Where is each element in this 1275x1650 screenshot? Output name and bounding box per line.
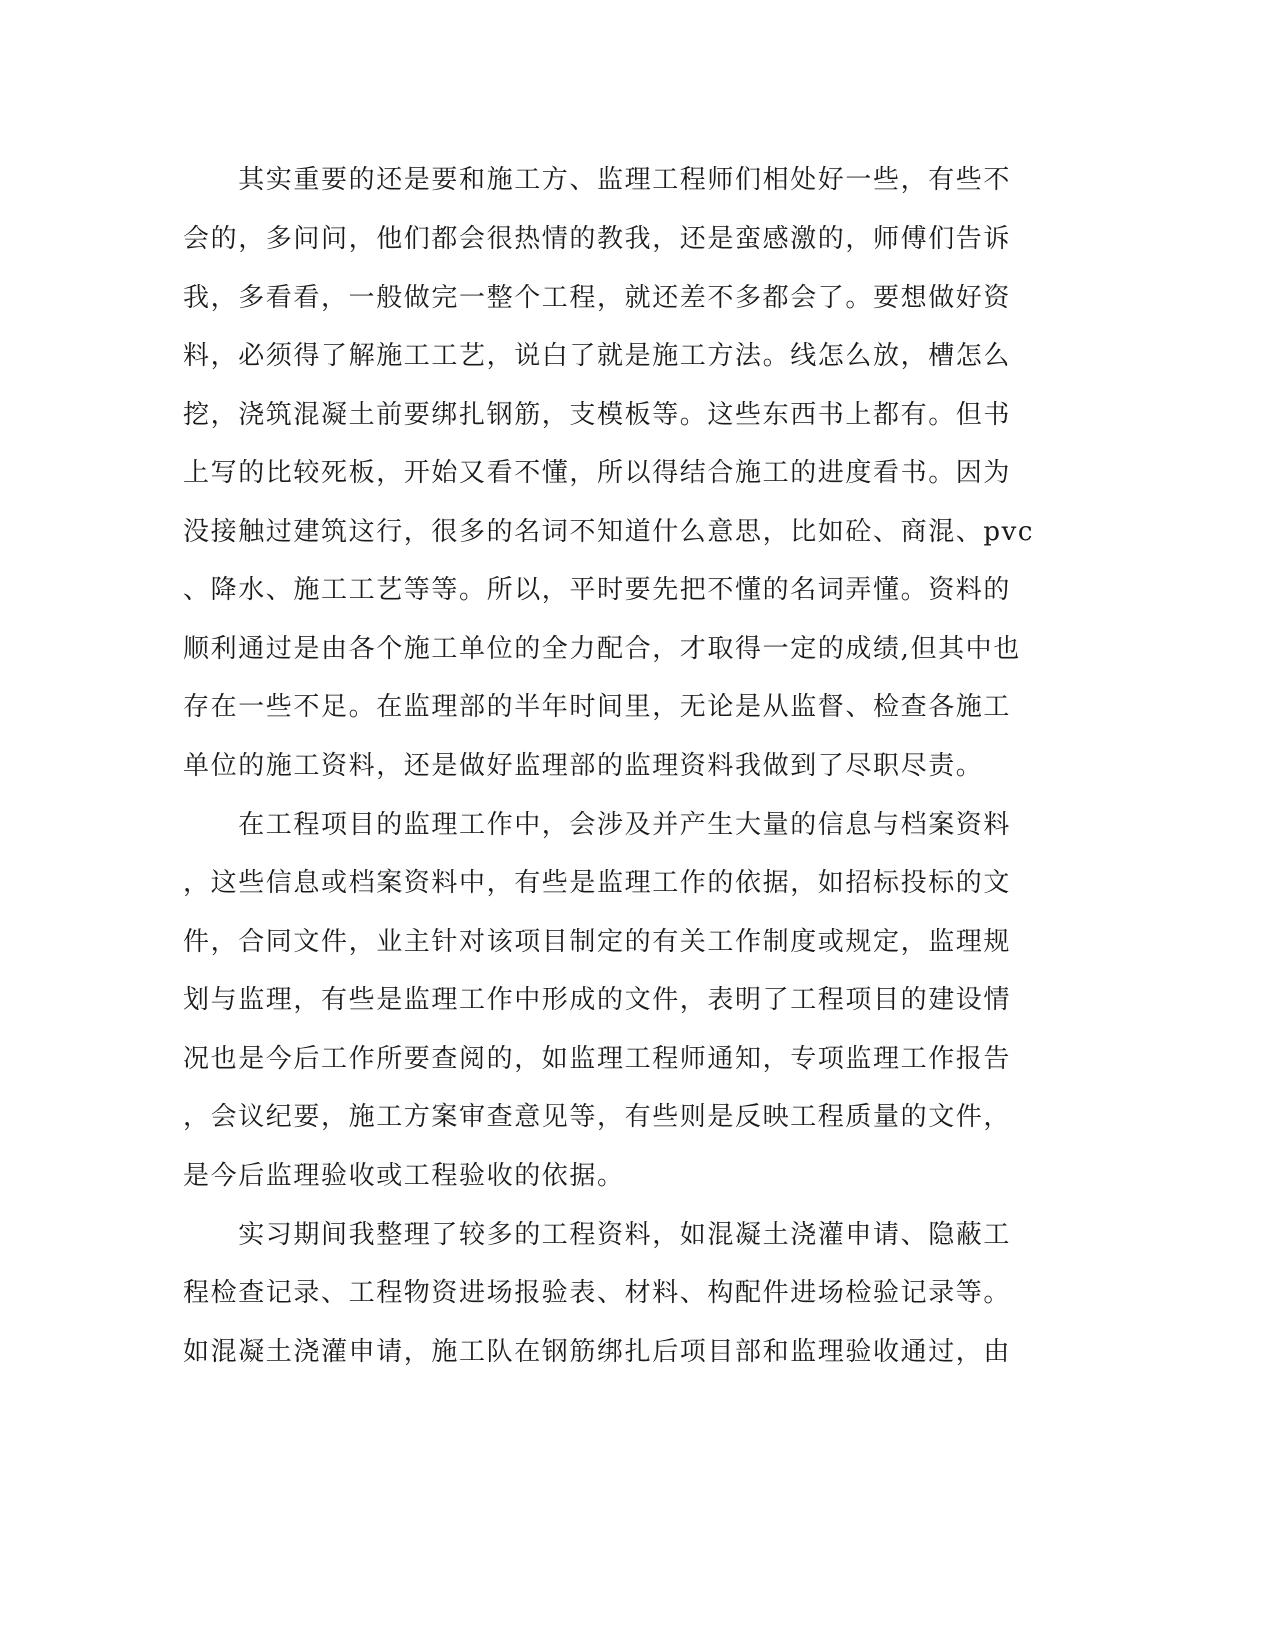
- text-line: 况也是今后工作所要查阅的，如监理工程师通知，专项监理工作报告: [183, 1044, 1012, 1074]
- text-line: 划与监理，有些是监理工作中形成的文件，表明了工程项目的建设情: [183, 985, 1012, 1015]
- text-line: 程检查记录、工程物资进场报验表、材料、构配件进场检验记录等。: [183, 1278, 1012, 1308]
- text-line: 挖，浇筑混凝土前要绑扎钢筋，支模板等。这些东西书上都有。但书: [183, 400, 1012, 430]
- text-line: ，会议纪要，施工方案审查意见等，有些则是反映工程质量的文件，: [183, 1102, 1012, 1132]
- text-line: 我，多看看，一般做完一整个工程，就还差不多都会了。要想做好资: [183, 283, 1012, 313]
- text-line: 件，合同文件，业主针对该项目制定的有关工作制度或规定，监理规: [183, 927, 1012, 957]
- text-line: 存在一些不足。在监理部的半年时间里，无论是从监督、检查各施工: [183, 692, 1012, 722]
- text-line: 如混凝土浇灌申请，施工队在钢筋绑扎后项目部和监理验收通过，由: [183, 1337, 1012, 1367]
- text-line: 在工程项目的监理工作中，会涉及并产生大量的信息与档案资料: [183, 810, 1012, 840]
- text-line: 没接触过建筑这行，很多的名词不知道什么意思，比如砼、商混、pvc: [183, 517, 1035, 547]
- text-line: 是今后监理验收或工程验收的依据。: [183, 1161, 625, 1191]
- text-line: 上写的比较死板，开始又看不懂，所以得结合施工的进度看书。因为: [183, 458, 1012, 488]
- text-line: 实习期间我整理了较多的工程资料，如混凝土浇灌申请、隐蔽工: [183, 1220, 1012, 1250]
- text-line: 会的，多问问，他们都会很热情的教我，还是蛮感激的，师傅们告诉: [183, 224, 1012, 254]
- text-line: 、降水、施工工艺等等。所以，平时要先把不懂的名词弄懂。资料的: [183, 575, 1012, 605]
- text-line: 其实重要的还是要和施工方、监理工程师们相处好一些，有些不: [183, 165, 1012, 195]
- text-line: 料，必须得了解施工工艺，说白了就是施工方法。线怎么放，槽怎么: [183, 341, 1012, 371]
- text-line: 顺利通过是由各个施工单位的全力配合，才取得一定的成绩,但其中也: [183, 634, 1021, 664]
- text-line: 单位的施工资料，还是做好监理部的监理资料我做到了尽职尽责。: [183, 751, 984, 781]
- text-line: ，这些信息或档案资料中，有些是监理工作的依据，如招标投标的文: [183, 868, 1012, 898]
